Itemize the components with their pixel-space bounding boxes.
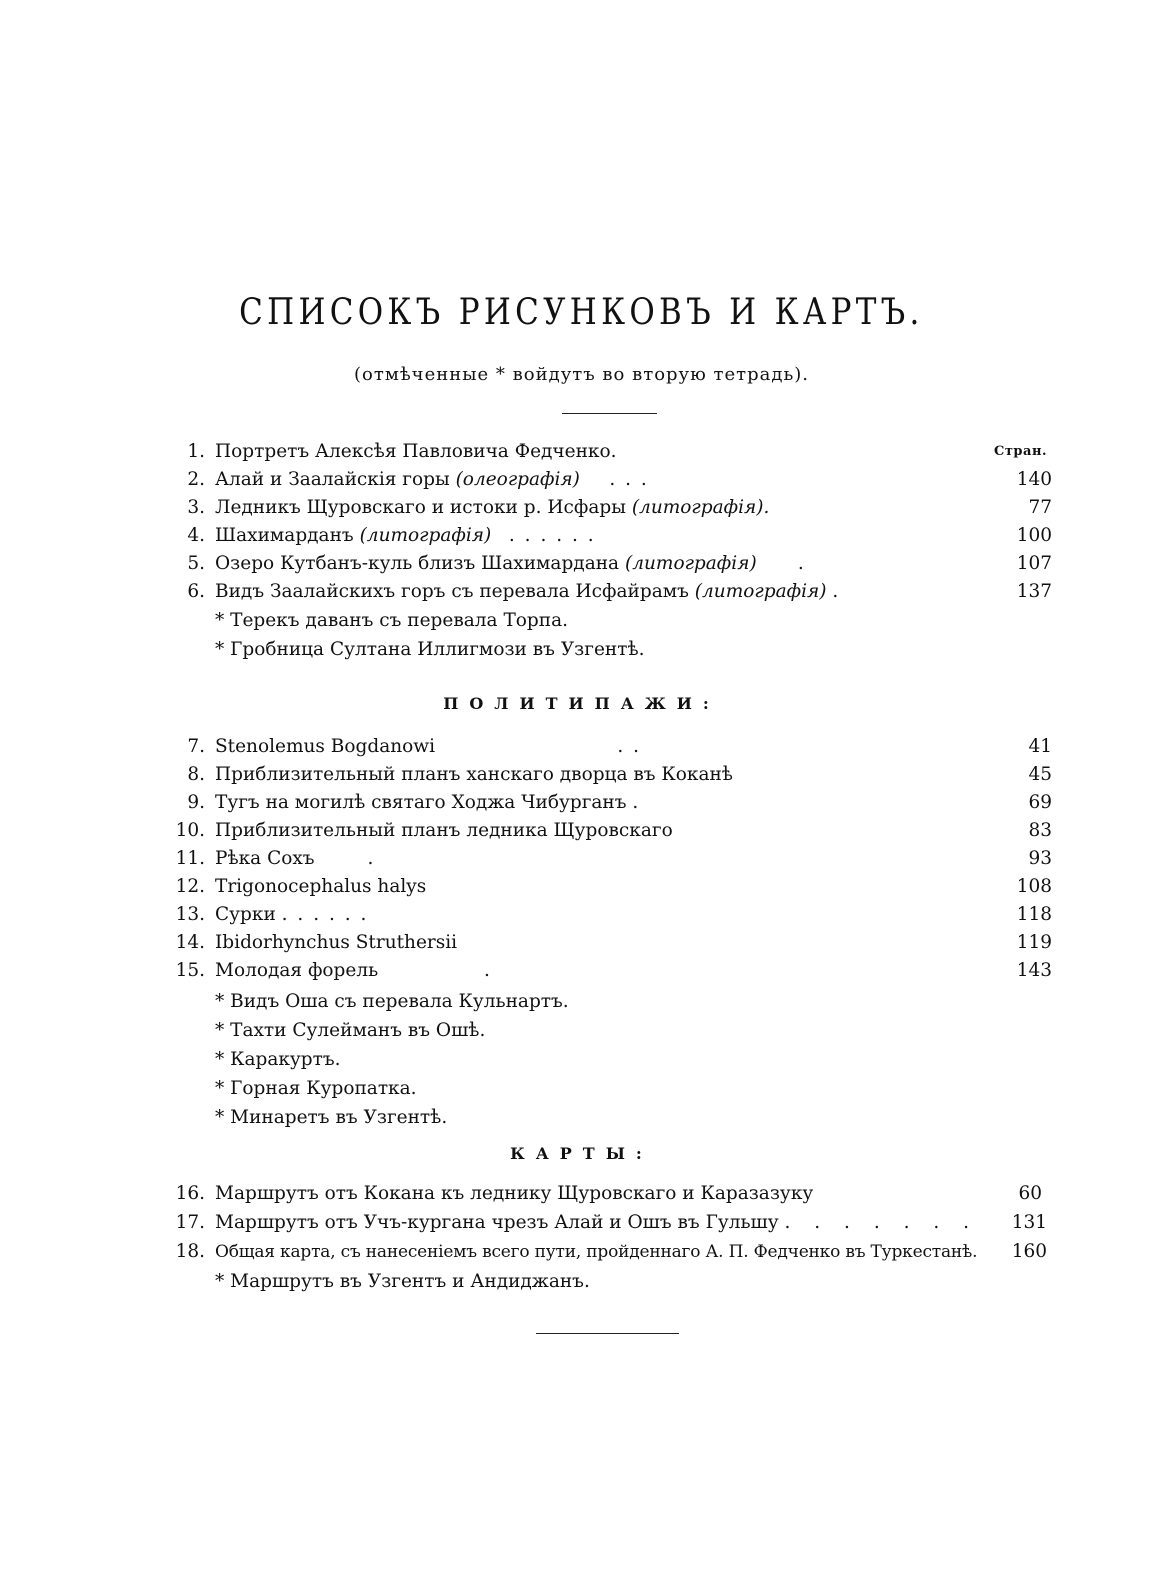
starred-item: * Горная Куропатка.: [215, 1078, 417, 1099]
item-title: Маршрутъ отъ Кокана къ леднику Щуровскаго и Каразазуку: [215, 1183, 814, 1204]
list-item-polytype-15: [0, 957, 1163, 985]
item-number: 10.: [175, 820, 205, 841]
starred-item: * Маршрутъ въ Узгентъ и Андиджанъ.: [215, 1271, 590, 1292]
item-title: Тугъ на могилѣ святаго Ходжа Чибурганъ .: [215, 792, 641, 813]
bottom-divider: [536, 1333, 679, 1334]
item-page: 119: [1016, 932, 1052, 953]
item-title: Приблизительный планъ ледника Щуровскаго: [215, 820, 673, 841]
item-number: 18.: [175, 1241, 205, 1262]
item-number: 7.: [187, 736, 205, 757]
item-page: 143: [1016, 960, 1052, 981]
item-number: 13.: [175, 904, 205, 925]
list-item-polytype-14: [0, 929, 1163, 957]
item-title: Молодая форель .: [215, 960, 492, 981]
item-page: 77: [1028, 497, 1052, 518]
item-number: 14.: [175, 932, 205, 953]
item-page: 160: [1011, 1241, 1047, 1262]
item-title: Trigonocephalus halys: [215, 876, 427, 897]
item-number: 1.: [187, 441, 205, 462]
item-title: Сурки . . . . . .: [215, 904, 369, 925]
item-number: 11.: [175, 848, 205, 869]
list-item-polytype-11: [0, 845, 1163, 873]
item-page: 107: [1016, 553, 1052, 574]
item-title: Видъ Заалайскихъ горъ съ перевала Исфайрамъ (литографія) .: [215, 581, 841, 602]
list-item-map-16: [0, 1180, 1163, 1208]
list-item-figure-6: [0, 578, 1163, 606]
list-item-polytype-13: [0, 901, 1163, 929]
page-column-label: Стран.: [994, 444, 1047, 459]
title-divider: [562, 413, 657, 414]
item-title: Алай и Заалайскія горы (олеографія) . . .: [215, 469, 649, 490]
list-item-polytype-7: [0, 733, 1163, 761]
item-page: 41: [1028, 736, 1052, 757]
item-page: 69: [1028, 792, 1052, 813]
item-title: Ледникъ Щуровскаго и истоки р. Исфары (литографія).: [215, 497, 770, 518]
item-title: Общая карта, съ нанесеніемъ всего пути, пройденнаго А. П. Федченко въ Туркестанѣ.: [215, 1242, 978, 1262]
list-item-map-17: [0, 1209, 1163, 1237]
section-heading-polytypes: ПОЛИТИПАЖИ:: [443, 694, 720, 713]
list-item-polytype-9: [0, 789, 1163, 817]
item-title: Портретъ Алексѣя Павловича Федченко.: [215, 441, 617, 462]
item-number: 9.: [187, 792, 205, 813]
item-page: 100: [1016, 525, 1052, 546]
item-number: 8.: [187, 764, 205, 785]
item-number: 16.: [175, 1183, 205, 1204]
item-title: Stenolemus Bogdanowi . .: [215, 736, 642, 757]
item-number: 15.: [175, 960, 205, 981]
item-title: Приблизительный планъ ханскаго дворца въ Коканѣ: [215, 764, 733, 785]
item-page: 131: [1011, 1212, 1047, 1233]
item-number: 6.: [187, 581, 205, 602]
list-item-polytype-8: [0, 761, 1163, 789]
list-item-figure-3: [0, 494, 1163, 522]
item-number: 17.: [175, 1212, 205, 1233]
list-item-polytype-12: [0, 873, 1163, 901]
item-title: Шахимарданъ (литографія) . . . . . .: [215, 525, 596, 546]
starred-item: * Минаретъ въ Узгентѣ.: [215, 1107, 448, 1128]
starred-item: * Видъ Оша съ перевала Кульнартъ.: [215, 991, 569, 1012]
list-item-figure-5: [0, 550, 1163, 578]
item-page: 83: [1028, 820, 1052, 841]
item-page: 140: [1016, 469, 1052, 490]
item-page: 60: [1018, 1183, 1042, 1204]
item-number: 4.: [187, 525, 205, 546]
starred-item: * Гробница Султана Иллигмози въ Узгентѣ.: [215, 639, 645, 660]
item-title: Озеро Кутбанъ-куль близъ Шахимардана (литографія) .: [215, 553, 806, 574]
item-page: 108: [1016, 876, 1052, 897]
list-item-figure-1: [0, 438, 1163, 466]
item-page: 45: [1028, 764, 1052, 785]
page-title: СПИСОКЪ РИСУНКОВЪ И КАРТЪ.: [239, 292, 924, 333]
list-item-polytype-10: [0, 817, 1163, 845]
starred-item: * Каракуртъ.: [215, 1049, 341, 1070]
item-title: Маршрутъ отъ Учъ-кургана чрезъ Алай и Ошъ въ Гульшу . . . . . . .: [215, 1212, 978, 1233]
item-number: 5.: [187, 553, 205, 574]
item-number: 2.: [187, 469, 205, 490]
item-page: 137: [1016, 581, 1052, 602]
starred-item: * Тахти Сулейманъ въ Ошѣ.: [215, 1020, 486, 1041]
item-page: 118: [1016, 904, 1052, 925]
section-heading-maps: КАРТЫ:: [510, 1144, 653, 1163]
list-item-figure-2: [0, 466, 1163, 494]
starred-item: * Терекъ даванъ съ перевала Торпа.: [215, 610, 569, 631]
item-page: 93: [1028, 848, 1052, 869]
item-title: Рѣка Сохъ .: [215, 848, 376, 869]
list-item-figure-4: [0, 522, 1163, 550]
list-item-map-18: [0, 1238, 1163, 1266]
page-subtitle: (отмѣченные * войдутъ во вторую тетрадь).: [354, 364, 809, 385]
item-title: Ibidorhynchus Struthersii: [215, 932, 458, 953]
item-number: 12.: [175, 876, 205, 897]
item-number: 3.: [187, 497, 205, 518]
